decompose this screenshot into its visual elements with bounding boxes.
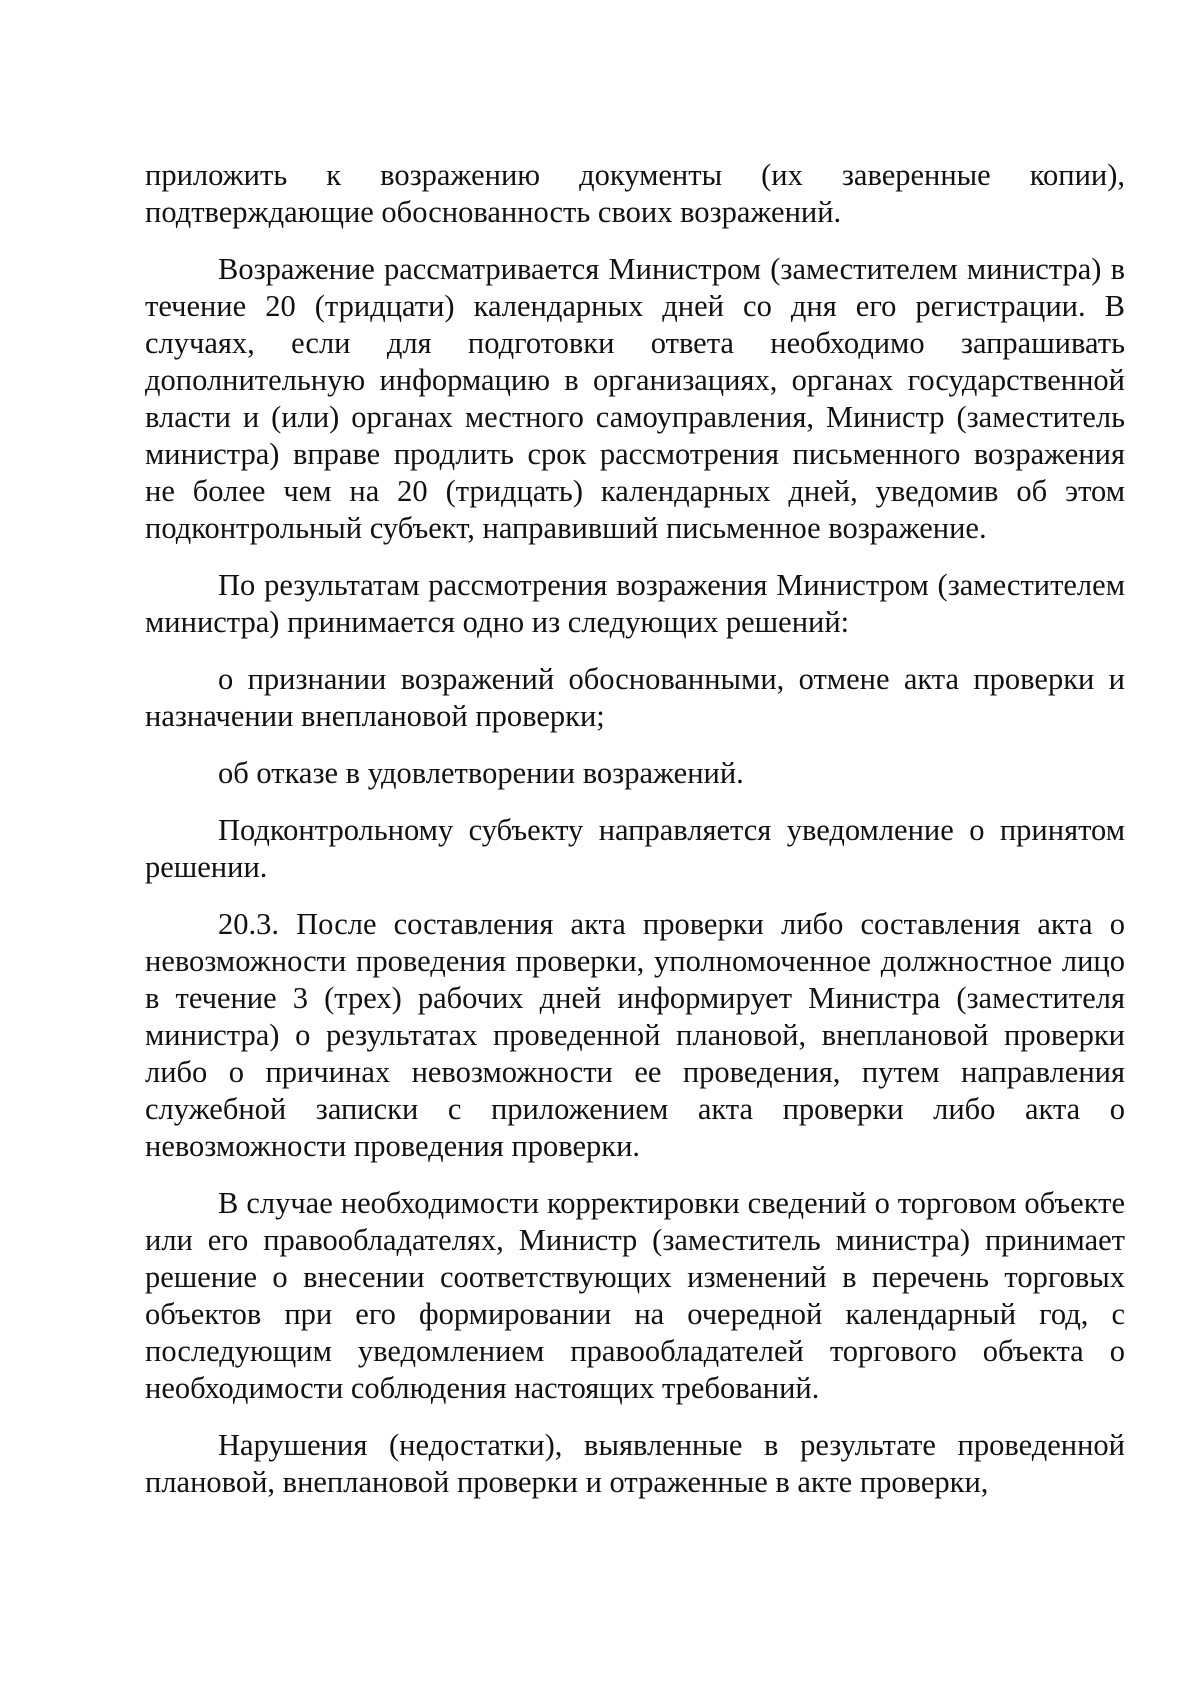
paragraph-notification: Подконтрольному субъекту направляется уведомление о принятом решении.	[145, 813, 1125, 884]
document-page	[145, 157, 1125, 1501]
paragraph-decision-accept: о признании возражений обоснованными, отмене акта проверки и назначении внеплановой проверки;	[145, 662, 1125, 733]
paragraph-review-results: По результатам рассмотрения возражения Министром (заместителем министра) принимается одно из следующих решений:	[145, 568, 1125, 639]
paragraph-violations: Нарушения (недостатки), выявленные в результате проведенной плановой, внеплановой проверки и отраженные в акте проверки,	[145, 1428, 1125, 1499]
paragraph-correction-of-info: В случае необходимости корректировки сведений о торговом объекте или его правообладателях, Министр (заместитель министра) принимает решение о внесении соответствующих изменений в перечень торговых объектов при его формировании на очередной календарный год, с последующим уведомлением правообладателей торгового объекта о необходимости соблюдения настоящих требований.	[145, 1186, 1125, 1405]
paragraph-section-20-3: 20.3. После составления акта проверки либо составления акта о невозможности проведения проверки, уполномоченное должностное лицо в течение 3 (трех) рабочих дней информирует Министра (заместителя министра) о результатах проведенной плановой, внеплановой проверки либо о причинах невозможности ее проведения, путем направления служебной записки с приложением акта проверки либо акта о невозможности проведения проверки.	[145, 907, 1125, 1163]
paragraph-decision-reject: об отказе в удовлетворении возражений.	[218, 756, 744, 790]
paragraph-objection-review-term: Возражение рассматривается Министром (заместителем министра) в течение 20 (тридцати) календарных дней со дня его регистрации. В случаях, если для подготовки ответа необходимо запрашивать дополнительную информацию в организациях, органах государственной власти и (или) органах местного самоуправления, Министр (заместитель министра) вправе продлить срок рассмотрения письменного возражения не более чем на 20 (тридцать) календарных дней, уведомив об этом подконтрольный субъект, направивший письменное возражение.	[145, 252, 1125, 545]
paragraph-objection-attachments: приложить к возражению документы (их заверенные копии), подтверждающие обоснованность своих возражений.	[145, 158, 1125, 229]
